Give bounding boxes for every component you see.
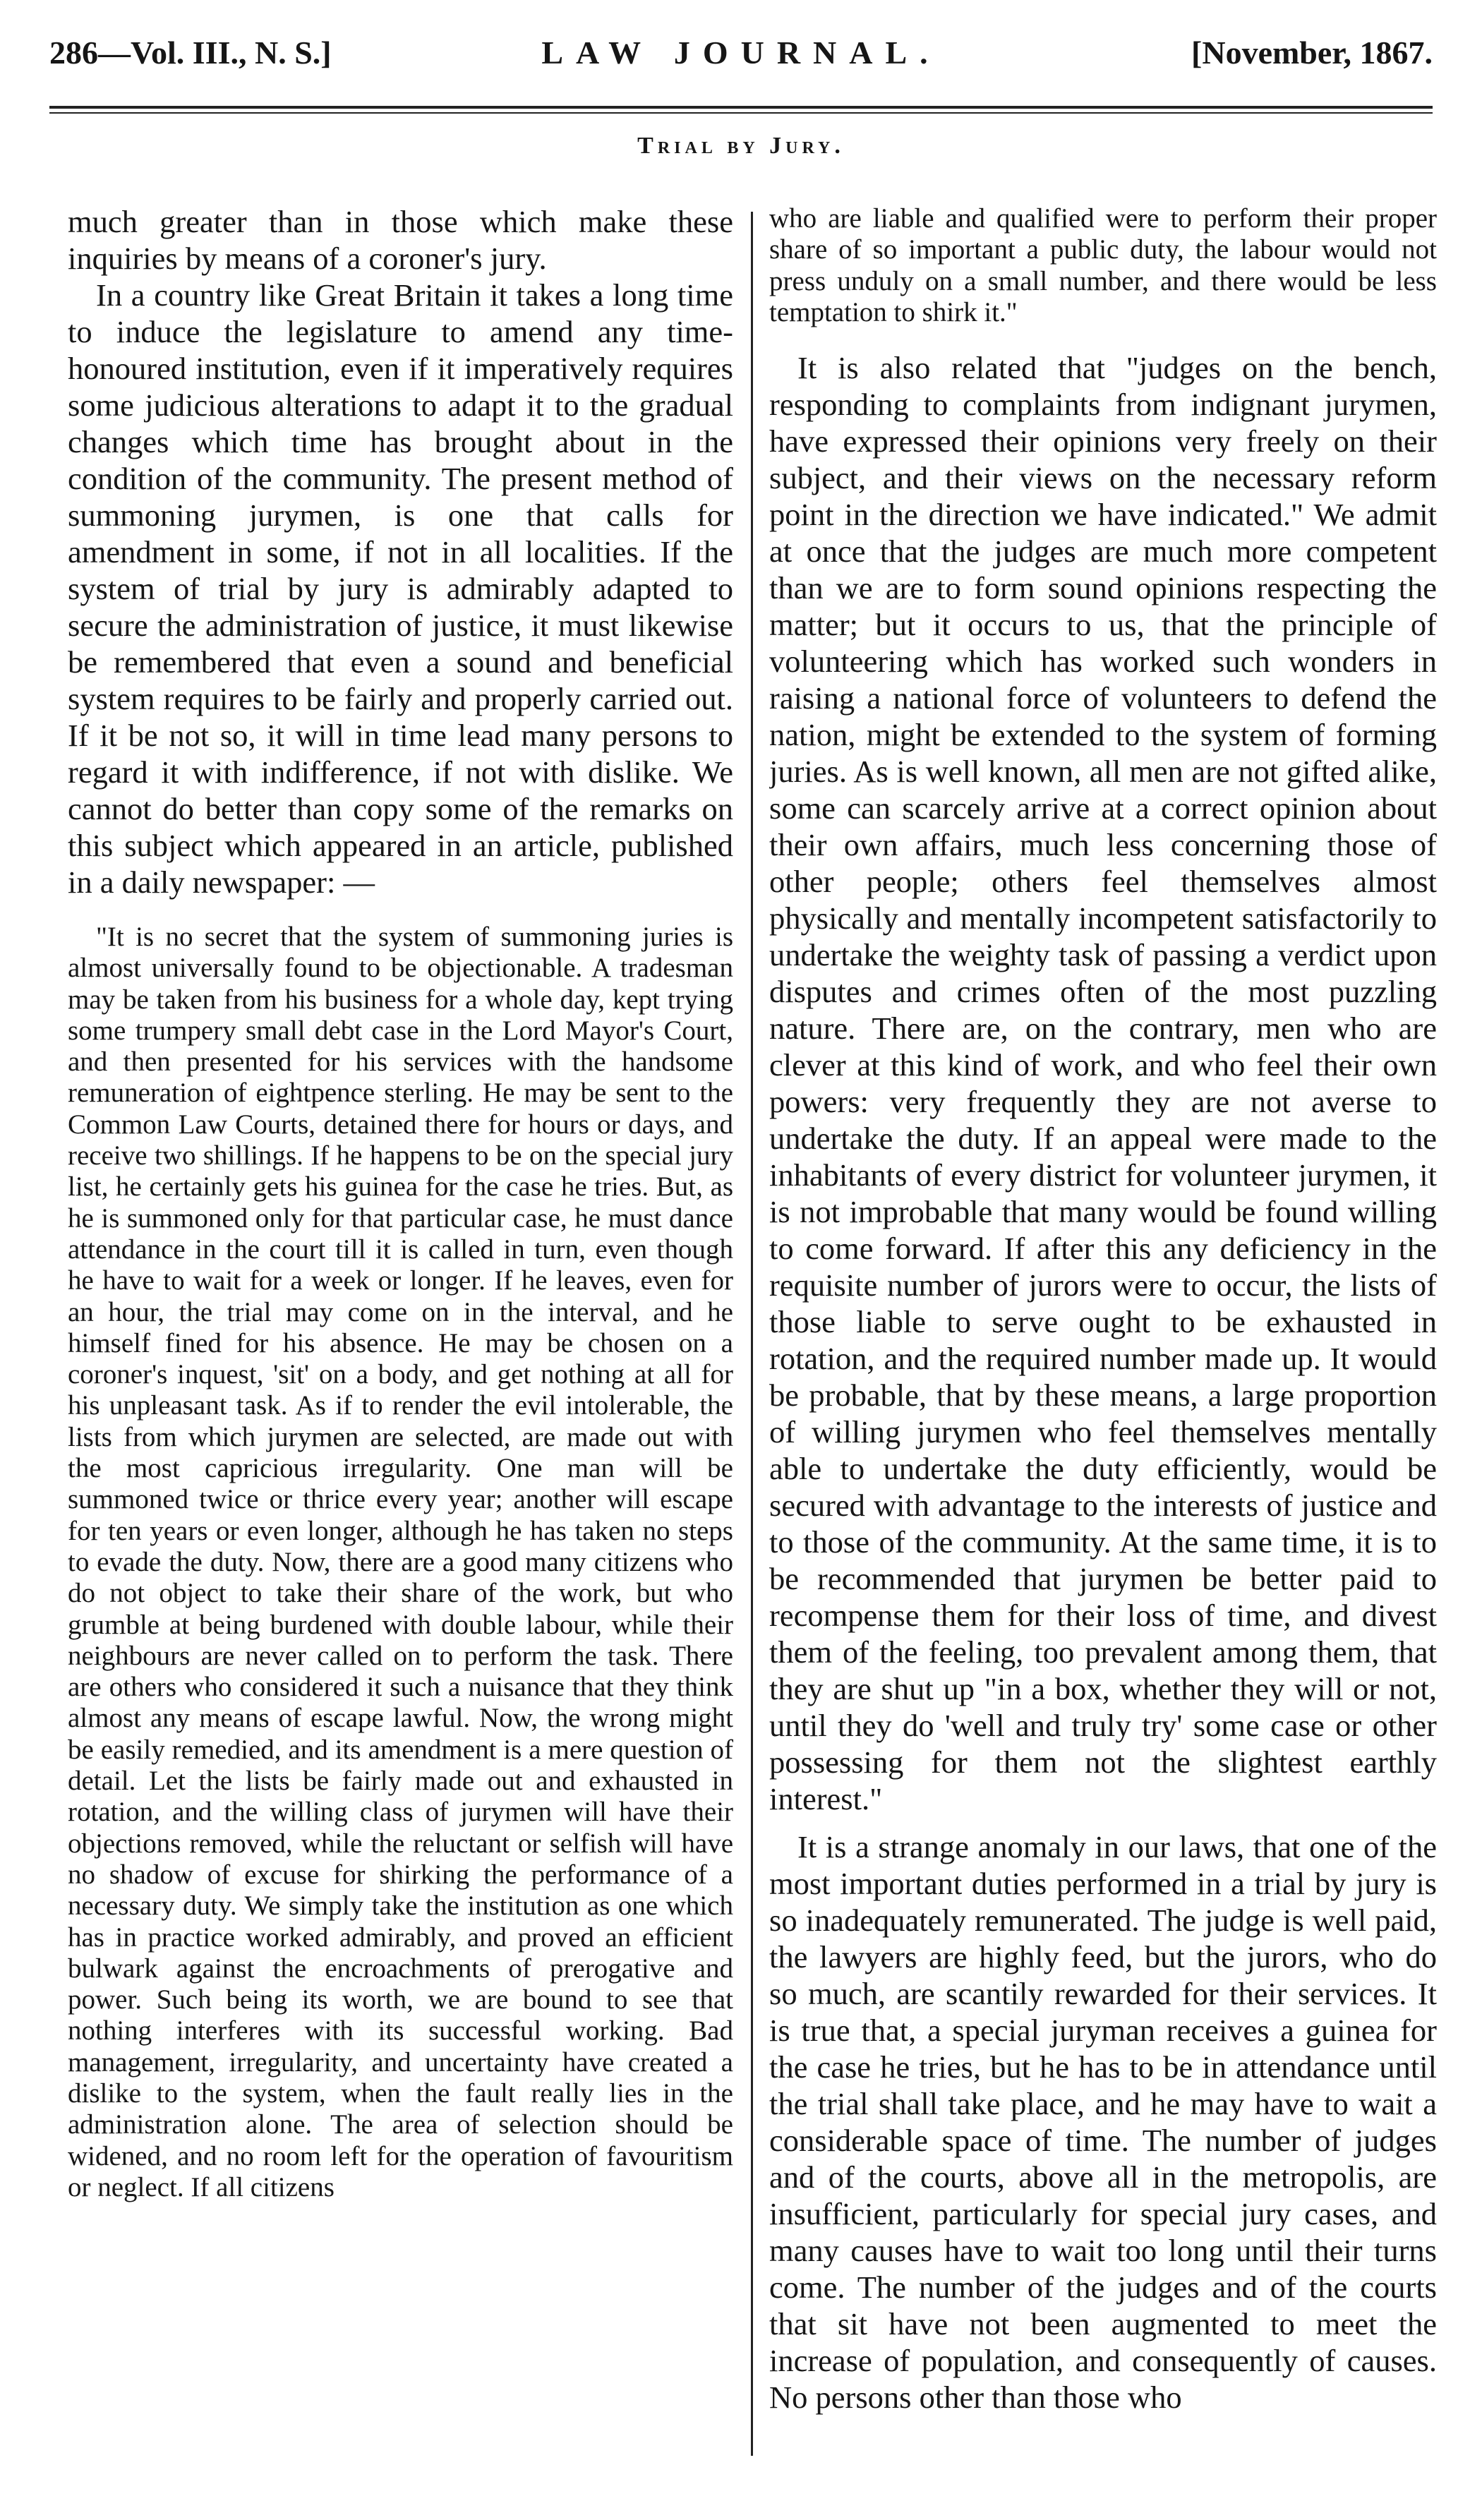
column-rule <box>751 212 753 2456</box>
right-column <box>769 203 1437 2497</box>
section-title: Trial by Jury. <box>637 133 845 159</box>
paragraph: It is a strange anomaly in our laws, that one of the most important duties performed in a trial by jury is so inadequately remunerated. The judge is well paid, the lawyers are highly feed, but the jurors, who do so much, are scantily rewarded for their services. It is true that, a special juryman receives a guinea for the case he tries, but he has to be in attendance until the trial shall take place, and he may have to wait a considerable space of time. The number of judges and of the courts, above all in the metropolis, are insufficient, particularly for special jury cases, and many causes have to wait too long until their turns come. The number of the judges and of the courts that sit have not been augmented to meet the increase of population, and consequently of causes. No persons other than those who <box>769 1829 1437 2416</box>
journal-title: LAW JOURNAL. <box>541 35 941 71</box>
left-column <box>68 203 733 2497</box>
header-rule <box>49 106 1433 114</box>
quoted-paragraph: "It is no secret that the system of summoning juries is almost universally found to be objectionable. A tradesman may be taken from his business for a whole day, kept trying some trumpery small debt case in the Lord Mayor's Court, and then presented for his services with the handsome remuneration of eightpence sterling. He may be sent to the Common Law Courts, detained there for hours or days, and receive two shillings. If he happens to be on the special jury list, he certainly gets his guinea for the case he tries. But, as he is summoned only for that particular case, he must dance attendance in the court till it is called in turn, even though he have to wait for a week or longer. If he leaves, even for an hour, the trial may come on in the interval, and he himself fined for his absence. He may be chosen on a coroner's inquest, 'sit' on a body, and get nothing at all for his unpleasant task. As if to render the evil intolerable, the lists from which jurymen are selected, are made out with the most capricious irregularity. One man will be summoned twice or thrice every year; another will escape for ten years or even longer, although he has taken no steps to evade the duty. Now, there are a good many citizens who do not object to take their share of the work, but who grumble at being burdened with double labour, while their neighbours are never called on to perform the task. There are others who considered it such a nuisance that they think almost any means of escape lawful. Now, the wrong might be easily remedied, and its amendment is a mere question of detail. Let the lists be fairly made out and exhausted in rotation, and the willing class of jurymen will have their objections removed, while the reluctant or selfish will have no shadow of excuse for shirking the performance of a necessary duty. We simply take the institution as one which has in practice worked admirably, and proved an efficient bulwark against the encroachments of prerogative and power. Such being its worth, we are bound to see that nothing interferes with its successful working. Bad management, irregularity, and uncertainty have created a dislike to the system, when the fault really lies in the administration alone. The area of selection should be widened, and no room left for the operation of favouritism or neglect. If all citizens <box>68 922 733 2202</box>
paragraph: It is also related that "judges on the bench, responding to complaints from indignant jurymen, have expressed their opinions very freely on their subject, and their views on the necessary reform point in the direction we have indicated." We admit at once that the judges are much more competent than we are to form sound opinions respecting the matter; but it occurs to us, that the principle of volunteering which has worked such wonders in raising a national force of volunteers to defend the nation, might be extended to the system of forming juries. As is well known, all men are not gifted alike, some can scarcely arrive at a correct opinion about their own affairs, much less concerning those of other people; others feel themselves almost physically and mentally incompetent satisfactorily to undertake the weighty task of passing a verdict upon disputes and crimes often of the most puzzling nature. There are, on the contrary, men who are clever at this kind of work, and who feel their own powers: very frequently they are not averse to undertake the duty. If an appeal were made to the inhabitants of every district for volunteer jurymen, it is not improbable that many would be found willing to come forward. If after this any deficiency in the requisite number of jurors were to occur, the lists of those liable to serve ought to be exhausted in rotation, and the required number made up. It would be probable, that by these means, a large proportion of willing jurymen who feel themselves mentally able to undertake the duty efficiently, would be secured with advantage to the interests of justice and to those of the community. At the same time, it is to be recommended that jurymen be better paid to recompense them for their loss of time, and divest them of the feeling, too prevalent among them, that they are shut up "in a box, whether they will or not, until they do 'well and truly try' some case or other possessing for them not the slightest earthly interest." <box>769 350 1437 1817</box>
paragraph: much greater than in those which make these inquiries by means of a coroner's jury. <box>68 204 733 276</box>
paragraph: In a country like Great Britain it takes a long time to induce the legislature to amend any time-honoured institution, even if it imperatively requires some judicious alterations to adapt it to the gradual changes which time has brought about in the condition of the community. The present method of summoning jurymen, is one that calls for amendment in some, if not in all localities. If the system of trial by jury is admirably adapted to secure the administration of justice, it must likewise be remembered that even a sound and beneficial system requires to be fairly and properly carried out. If it be not so, it will in time lead many persons to regard it with indifference, if not with dislike. We cannot do better than copy some of the remarks on this subject which appeared in an article, published in a daily newspaper: — <box>68 277 733 900</box>
quoted-paragraph: who are liable and qualified were to perform their proper share of so important a public duty, the labour would not press unduly on a small number, and there would be less temptation to shirk it." <box>769 203 1437 327</box>
running-head <box>49 20 1433 97</box>
issue-date: [November, 1867. <box>1191 35 1433 71</box>
page-number-volume: 286—Vol. III., N. S.] <box>49 35 332 71</box>
